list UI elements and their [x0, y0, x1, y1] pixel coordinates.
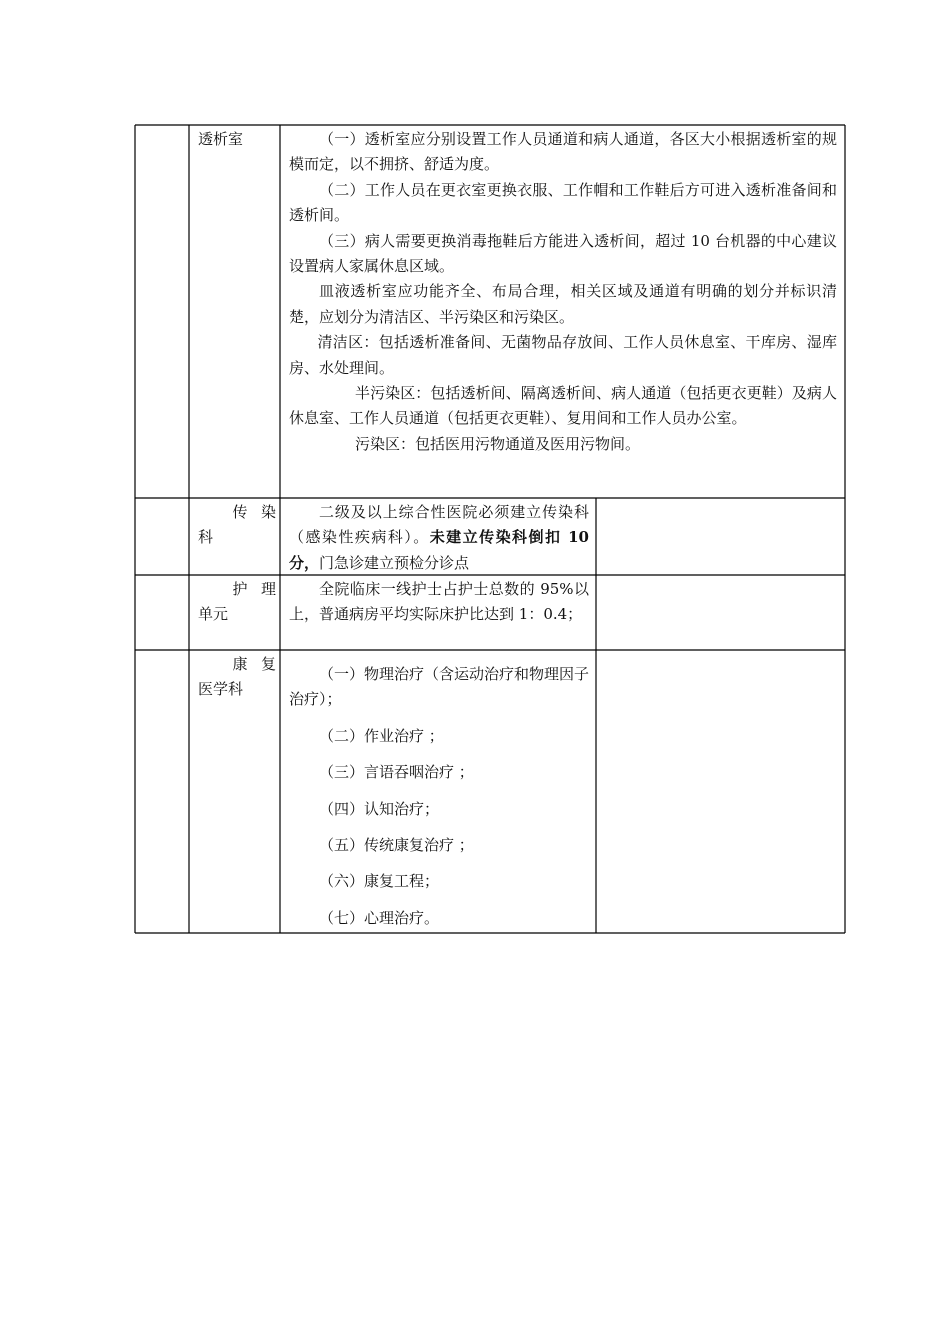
list-item: （七）心理治疗。 — [319, 908, 440, 927]
paragraph: 全院临床一线护士占护士总数的 95%以上，普通病房平均实际床护比达到 1：0.4； — [289, 580, 589, 624]
dept-name: 透析室 — [198, 130, 244, 148]
dept-name-line2: 医学科 — [198, 680, 244, 699]
dept-label-rehab — [198, 652, 290, 703]
penalty-note: 未建立传染科倒扣 10 分， — [289, 528, 589, 572]
dept-name-line1: 传染 — [232, 503, 290, 521]
rehab-requirements — [289, 662, 589, 931]
paragraph: （三）病人需要更换消毒拖鞋后方能进入透析间，超过 10 台机器的中心建议设置病人家属休息区域。 — [289, 231, 837, 276]
dept-name-line1: 护理 — [232, 580, 290, 598]
dept-name-line1: 康复 — [232, 655, 290, 673]
list-item: （六）康复工程； — [319, 872, 440, 891]
infectious-requirements — [289, 500, 589, 576]
dept-label-nursing — [198, 577, 290, 628]
paragraph: （二）工作人员在更衣室更换衣服、工作帽和工作鞋后方可进入透析准备间和透析间。 — [289, 180, 837, 225]
paragraph: 二级及以上综合性医院必须建立传染科（感染性疾病科）。未建立传染科倒扣 10 分，门急诊建立预检分诊点 — [289, 503, 589, 572]
paragraph: 污染区：包括医用污物通道及医用污物间。 — [355, 434, 641, 453]
list-item: （二）作业治疗 ； — [319, 726, 444, 745]
list-item: （一）物理治疗（含运动治疗和物理因子治疗）； — [289, 665, 590, 709]
dept-label-dialysis — [198, 127, 278, 152]
paragraph: 清洁区：包括透析准备间、无菌物品存放间、工作人员休息室、干库房、湿库房、水处理间。 — [289, 333, 837, 377]
list-item: （五）传统康复治疗 ； — [319, 836, 474, 855]
dept-name-line2: 单元 — [198, 605, 229, 624]
dept-name-line2: 科 — [198, 528, 214, 547]
paragraph: （一）透析室应分别设置工作人员通道和病人通道，各区大小根据透析室的规模而定，以不拥挤、舒适为度。 — [289, 130, 837, 174]
paragraph: 半污染区：包括透析间、隔离透析间、病人通道（包括更衣更鞋）及病人休息室、工作人员通道（包括更衣更鞋）、复用间和工作人员办公室。 — [289, 384, 837, 428]
paragraph: 皿液透析室应功能齐全、布局合理，相关区域及通道有明确的划分并标识清楚，应划分为清洁区、半污染区和污染区。 — [289, 282, 837, 326]
dialysis-requirements — [289, 127, 837, 457]
list-item: （四）认知治疗； — [319, 799, 440, 818]
nursing-requirements — [289, 577, 589, 628]
list-item: （三）言语吞咽治疗 ； — [319, 763, 474, 782]
dept-label-infectious — [198, 500, 290, 551]
